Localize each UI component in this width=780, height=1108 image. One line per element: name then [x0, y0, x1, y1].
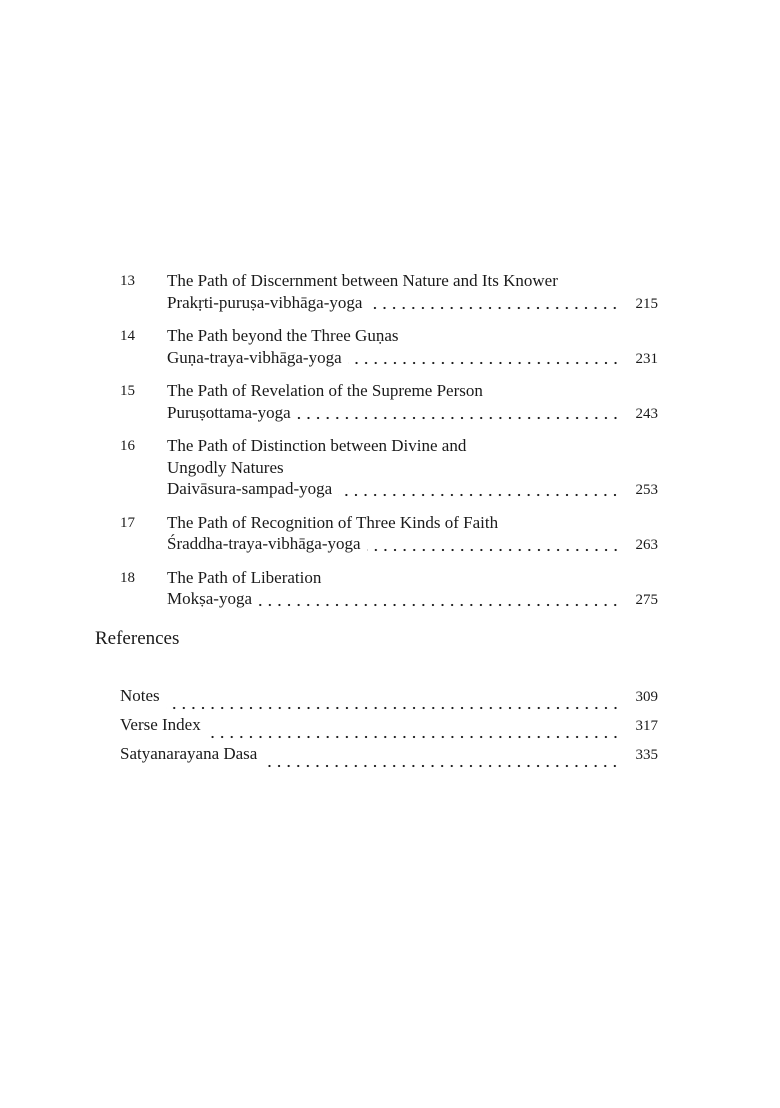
page-number: 309 [635, 689, 658, 705]
reference-label: Satyanarayana Dasa [120, 744, 258, 763]
chapter-number: 15 [120, 383, 135, 399]
chapter-title: The Path of Liberation [167, 567, 322, 587]
chapter-title: The Path of Recognition of Three Kinds of Faith [167, 512, 499, 532]
page-number: 253 [635, 482, 658, 498]
toc-entry[interactable] [120, 325, 658, 370]
chapter-title: The Path of Revelation of the Supreme Person [167, 381, 483, 400]
page-number: 215 [635, 295, 658, 312]
chapter-title: The Path of Discernment between Nature and Its Knower [167, 271, 558, 290]
dot-leader [338, 493, 620, 497]
dot-leader [367, 548, 620, 552]
reference-entry[interactable] [120, 686, 658, 715]
table-of-contents [120, 270, 658, 622]
chapter-title: The Path of Distinction between Divine and [167, 436, 467, 455]
page-number: 335 [635, 747, 658, 763]
chapter-number: 18 [120, 569, 135, 586]
chapter-title: The Path beyond the Three Guṇas [167, 326, 399, 345]
toc-entry[interactable] [120, 270, 658, 315]
reference-label: Verse Index [120, 715, 201, 734]
page-number: 243 [635, 405, 658, 422]
chapter-subtitle: Guṇa-traya-vibhāga-yoga [167, 347, 342, 367]
dot-leader [166, 706, 620, 710]
reference-entry[interactable] [120, 744, 658, 773]
chapter-title: Ungodly Natures [167, 457, 284, 477]
chapter-number: 14 [120, 328, 135, 344]
dot-leader [368, 306, 620, 310]
reference-entry[interactable] [120, 715, 658, 744]
references-list [120, 686, 658, 773]
dot-leader [348, 361, 620, 365]
dot-leader [258, 603, 620, 607]
toc-entry[interactable] [120, 380, 658, 425]
dot-leader [207, 735, 620, 739]
page-number: 317 [635, 718, 658, 734]
chapter-number: 13 [120, 273, 135, 289]
chapter-number: 16 [120, 438, 135, 454]
reference-label: Notes [120, 686, 160, 705]
dot-leader [263, 764, 620, 768]
page-number: 275 [635, 592, 658, 608]
chapter-subtitle: Śraddha-traya-vibhāga-yoga [167, 534, 361, 553]
chapter-subtitle: Prakṛti-puruṣa-vibhāga-yoga [167, 292, 363, 312]
dot-leader [297, 416, 620, 420]
chapter-subtitle: Daivāsura-sampad-yoga [167, 479, 333, 498]
references-heading: References [95, 628, 180, 649]
toc-entry[interactable] [120, 512, 658, 557]
chapter-subtitle: Mokṣa-yoga [167, 589, 252, 608]
toc-entry[interactable] [120, 567, 658, 612]
toc-entry[interactable] [120, 435, 658, 502]
page-number: 263 [635, 537, 658, 553]
chapter-subtitle: Puruṣottama-yoga [167, 402, 291, 422]
page-number: 231 [635, 350, 658, 367]
chapter-number: 17 [120, 514, 135, 531]
